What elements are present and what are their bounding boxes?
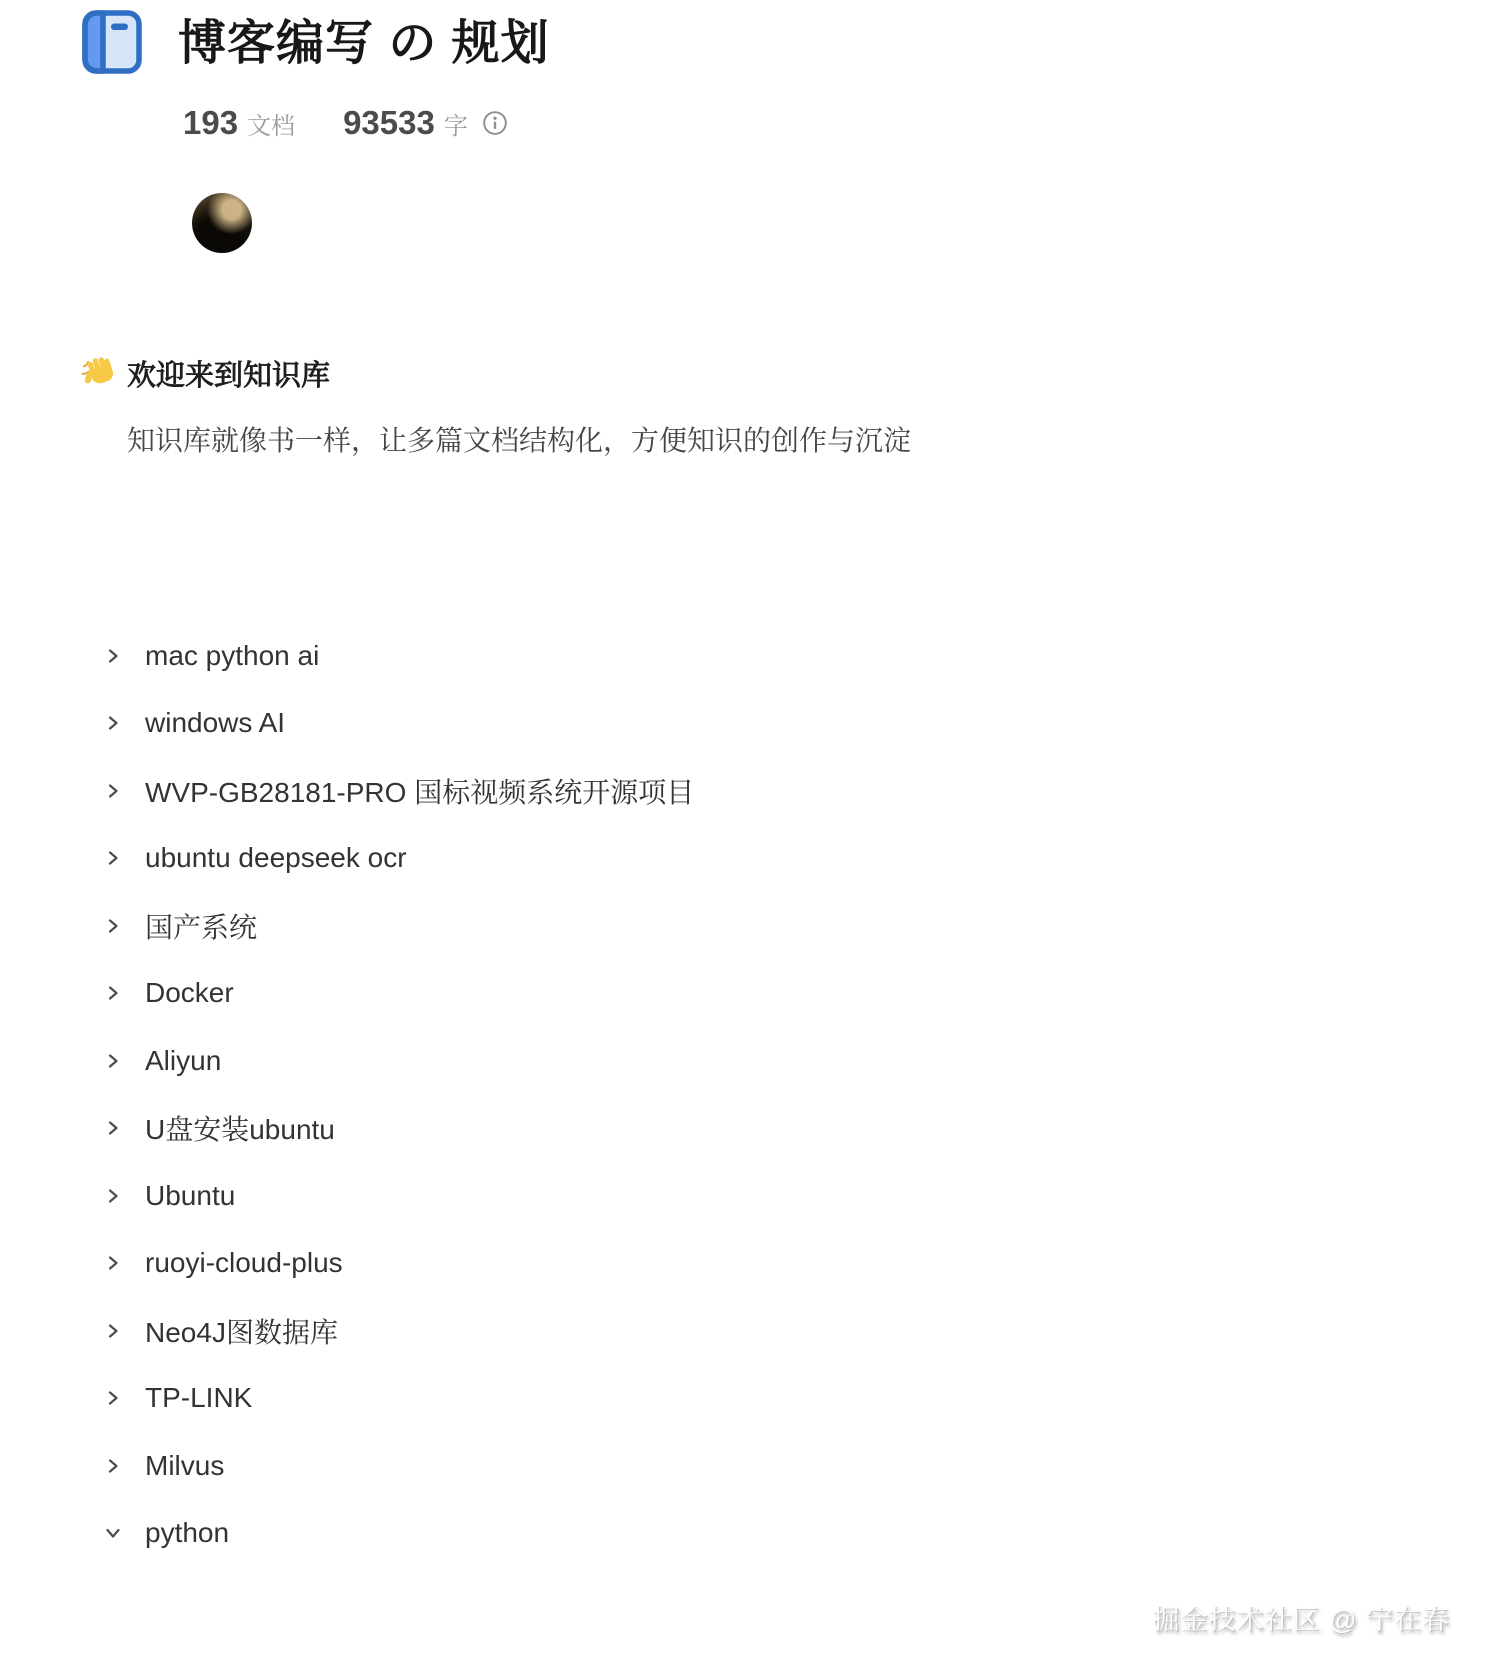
page-title: 博客编写 の 规划 (178, 17, 550, 70)
chevron-right-icon[interactable] (103, 1051, 123, 1071)
tree-item[interactable] (0, 1297, 1486, 1365)
chevron-right-icon[interactable] (103, 1118, 123, 1138)
toc-tree (0, 622, 1486, 1567)
tree-item-label[interactable]: TP-LINK (145, 1382, 253, 1414)
chevron-right-icon[interactable] (103, 1456, 123, 1476)
tree-item-label[interactable]: Aliyun (145, 1044, 222, 1076)
tree-item-label[interactable]: Milvus (145, 1449, 225, 1481)
chevron-right-icon[interactable] (103, 1388, 123, 1408)
tree-item[interactable] (0, 1230, 1486, 1298)
info-icon[interactable] (482, 110, 508, 136)
wave-emoji (80, 354, 118, 392)
word-count-label: 字 (443, 112, 468, 140)
doc-count: 193 (183, 104, 239, 141)
stats-row (183, 104, 508, 142)
avatar[interactable] (192, 193, 252, 253)
tree-item-label[interactable]: mac python ai (145, 639, 320, 671)
tree-item[interactable] (0, 825, 1486, 893)
chevron-right-icon[interactable] (103, 916, 123, 936)
chevron-right-icon[interactable] (103, 1186, 123, 1206)
tree-item[interactable] (0, 1365, 1486, 1433)
tree-item-label[interactable]: U盘安装ubuntu (145, 1114, 335, 1146)
tree-item-label[interactable]: ruoyi-cloud-plus (145, 1247, 343, 1279)
chevron-down-icon[interactable] (103, 1523, 123, 1543)
tree-item[interactable] (0, 892, 1486, 960)
tree-item-label[interactable]: WVP-GB28181-PRO 国标视频系统开源项目 (145, 776, 695, 808)
tree-item[interactable] (0, 1500, 1486, 1568)
tree-item-label[interactable]: Neo4J图数据库 (145, 1316, 338, 1348)
chevron-right-icon[interactable] (103, 1253, 123, 1273)
chevron-right-icon[interactable] (103, 983, 123, 1003)
tree-item-label[interactable]: 国产系统 (145, 911, 258, 943)
tree-item[interactable] (0, 1095, 1486, 1163)
tree-item[interactable] (0, 690, 1486, 758)
notebook-icon (82, 10, 142, 74)
tree-item[interactable] (0, 1027, 1486, 1095)
tree-item-label[interactable]: windows AI (145, 707, 286, 739)
tree-item-label[interactable]: python (145, 1517, 230, 1549)
word-count: 93533 (343, 104, 435, 141)
tree-item[interactable] (0, 1432, 1486, 1500)
welcome-heading: 欢迎来到知识库 (127, 360, 331, 392)
chevron-right-icon[interactable] (103, 713, 123, 733)
chevron-right-icon[interactable] (103, 781, 123, 801)
tree-item[interactable] (0, 1162, 1486, 1230)
tree-item-label[interactable]: Docker (145, 977, 234, 1009)
doc-count-label: 文档 (247, 112, 296, 140)
tree-item[interactable] (0, 622, 1486, 690)
tree-item[interactable] (0, 757, 1486, 825)
chevron-right-icon[interactable] (103, 848, 123, 868)
chevron-right-icon[interactable] (103, 1321, 123, 1341)
tree-item-label[interactable]: Ubuntu (145, 1179, 236, 1211)
tree-item-label[interactable]: ubuntu deepseek ocr (145, 842, 407, 874)
chevron-right-icon[interactable] (103, 646, 123, 666)
tree-item[interactable] (0, 960, 1486, 1028)
watermark: 掘金技术社区 @ 宁在春 (1152, 1605, 1450, 1635)
welcome-description: 知识库就像书一样，让多篇文档结构化，方便知识的创作与沉淀 (127, 425, 912, 456)
